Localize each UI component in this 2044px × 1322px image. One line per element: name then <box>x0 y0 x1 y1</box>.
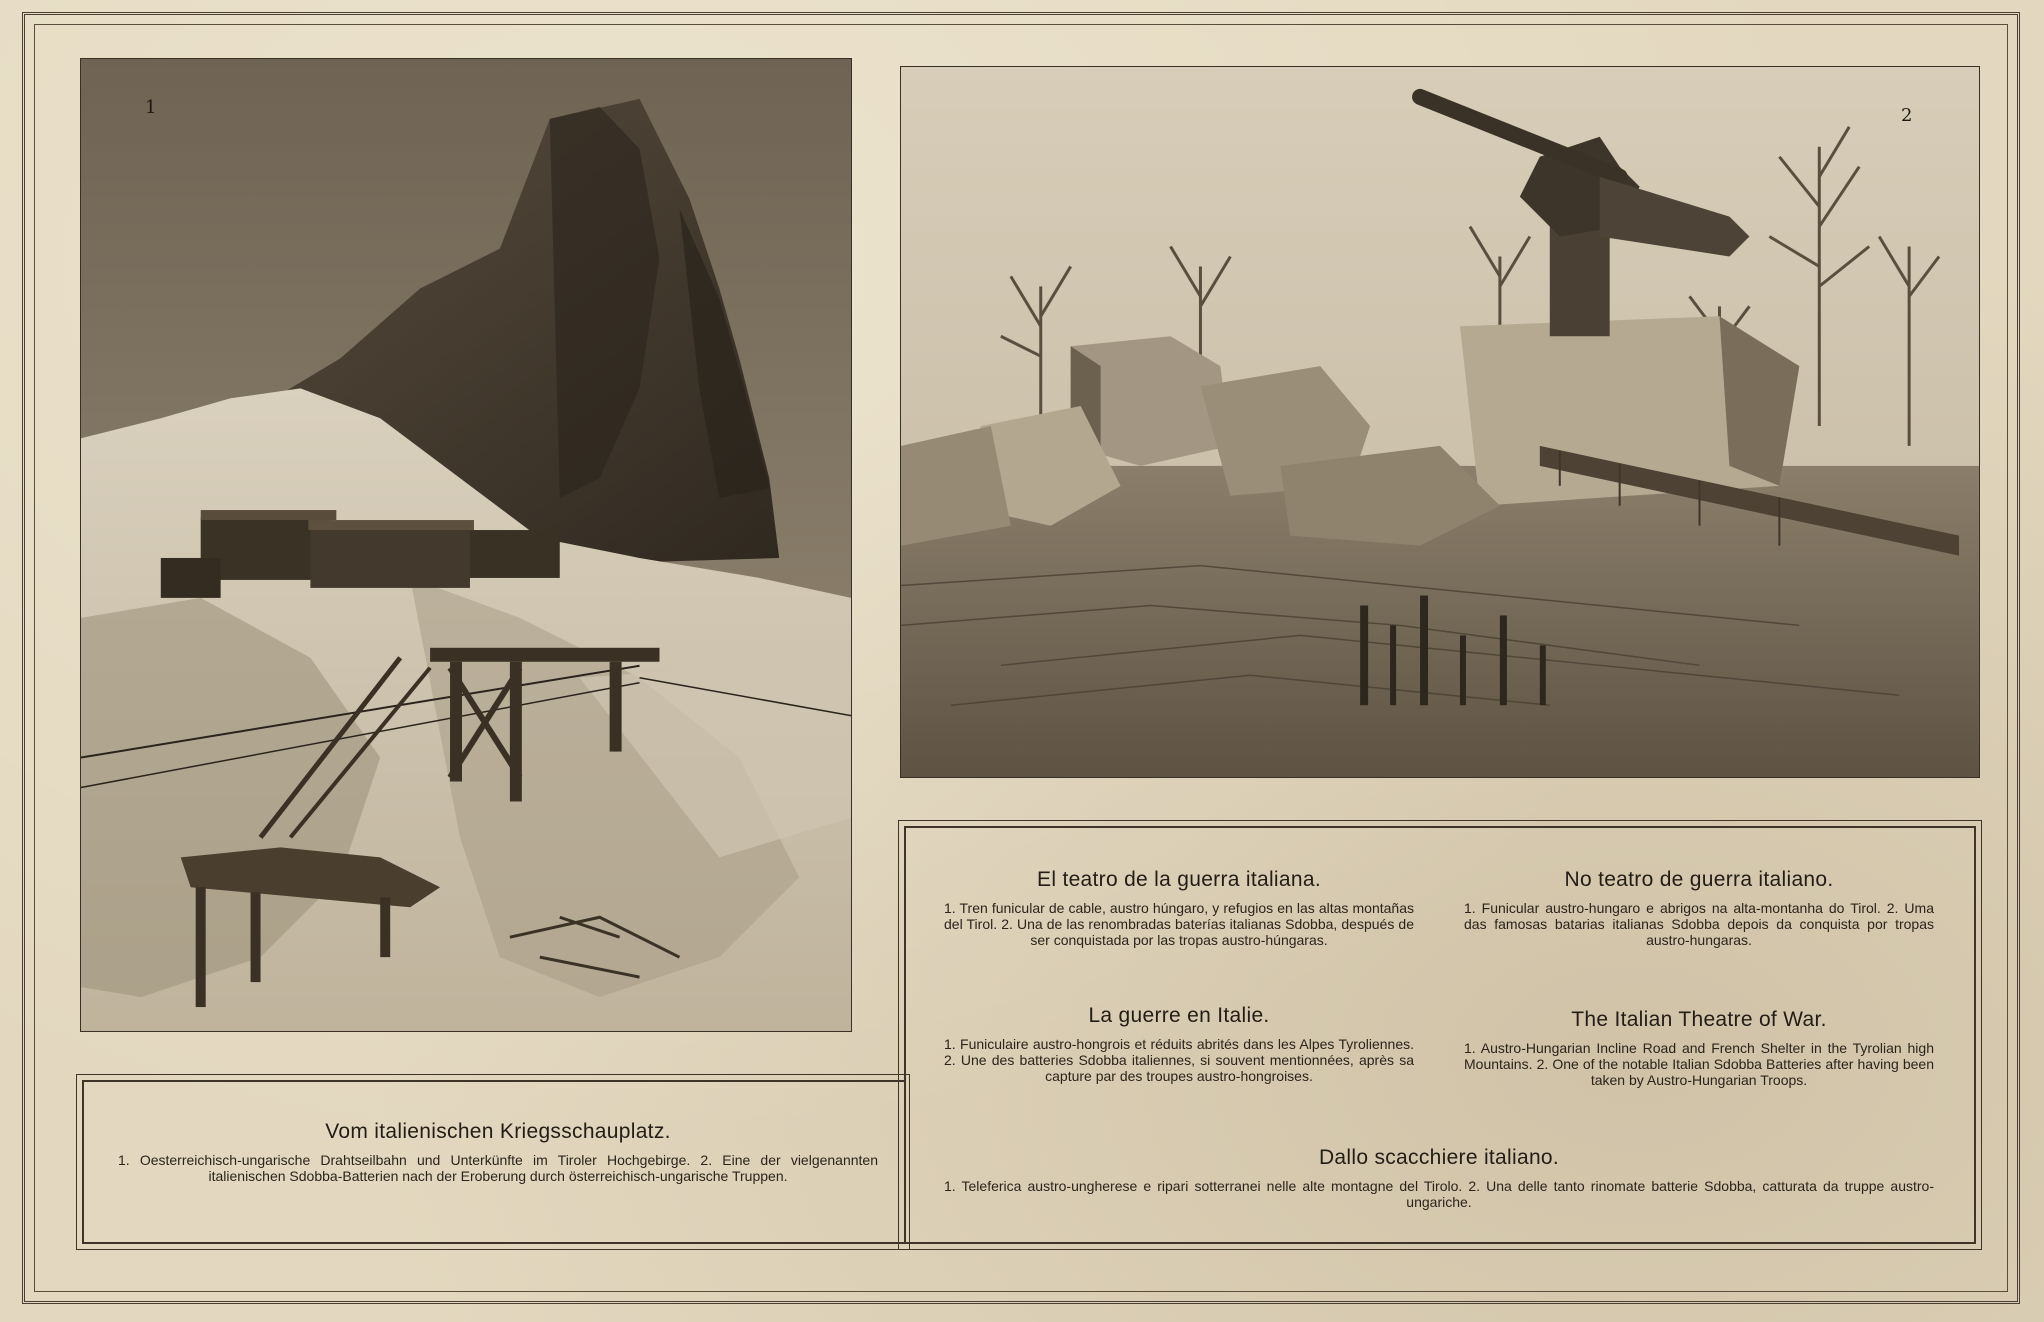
caption-portuguese <box>1464 868 1934 948</box>
caption-french-body: 1. Funiculaire austro-hongrois et réduits abrités dans les Alpes Tyroliennes. 2. Une des batteries Sdobba italiennes, si souvent mentionnées, après sa capture par des troupes austro-hongroises. <box>944 1036 1414 1084</box>
caption-french <box>944 1004 1414 1084</box>
caption-italian <box>944 1146 1934 1210</box>
caption-spanish <box>944 868 1414 948</box>
caption-portuguese-title: No teatro de guerra italiano. <box>1564 868 1834 891</box>
caption-italian-title: Dallo scacchiere italiano. <box>1318 1146 1560 1169</box>
caption-english-body: 1. Austro-Hungarian Incline Road and French Shelter in the Tyrolian high Mountains. 2. One of the notable Italian Sdobba Batteries after having been taken by Austro-Hungarian Troops. <box>1464 1040 1934 1088</box>
caption-english-title: The Italian Theatre of War. <box>1571 1008 1827 1031</box>
photo-mountain-cableway <box>80 58 852 1032</box>
photo-number-2: 2 <box>1901 105 1913 126</box>
caption-spanish-body: 1. Tren funicular de cable, austro húngaro, y refugios en las altas montañas del Tirol. 2. Una de las renombradas baterías italianas Sdobba, después de ser conquistada por las tropas austro-húngaras. <box>944 900 1414 948</box>
caption-portuguese-body: 1. Funicular austro-hungaro e abrigos na alta-montanha do Tirol. 2. Uma das famosas batarias italianas Sdobba depois da conquista por tropas austro-hungaras. <box>1464 900 1934 948</box>
caption-german-body: 1. Oesterreichisch-ungarische Drahtseilbahn und Unterkünfte im Tiroler Hochgebirge. 2. Eine der vielgenannten italienischen Sdobba-Batterien nach der Eroberung durch österreichisch-ungarische Truppen. <box>118 1152 878 1184</box>
caption-english <box>1464 1008 1934 1088</box>
caption-italian-body: 1. Teleferica austro-ungherese e ripari sotterranei nelle alte montagne del Tirolo. 2. Una delle tanto rinomate batterie Sdobba, catturata da truppe austro-ungariche. <box>944 1178 1934 1210</box>
caption-german <box>118 1120 878 1184</box>
caption-spanish-title: El teatro de la guerra italiana. <box>1037 868 1321 891</box>
caption-german-title: Vom italienischen Kriegsschauplatz. <box>325 1120 671 1143</box>
caption-french-title: La guerre en Italie. <box>1088 1004 1270 1027</box>
photo-destroyed-battery <box>900 66 1980 778</box>
photo-number-1: 1 <box>145 97 157 118</box>
